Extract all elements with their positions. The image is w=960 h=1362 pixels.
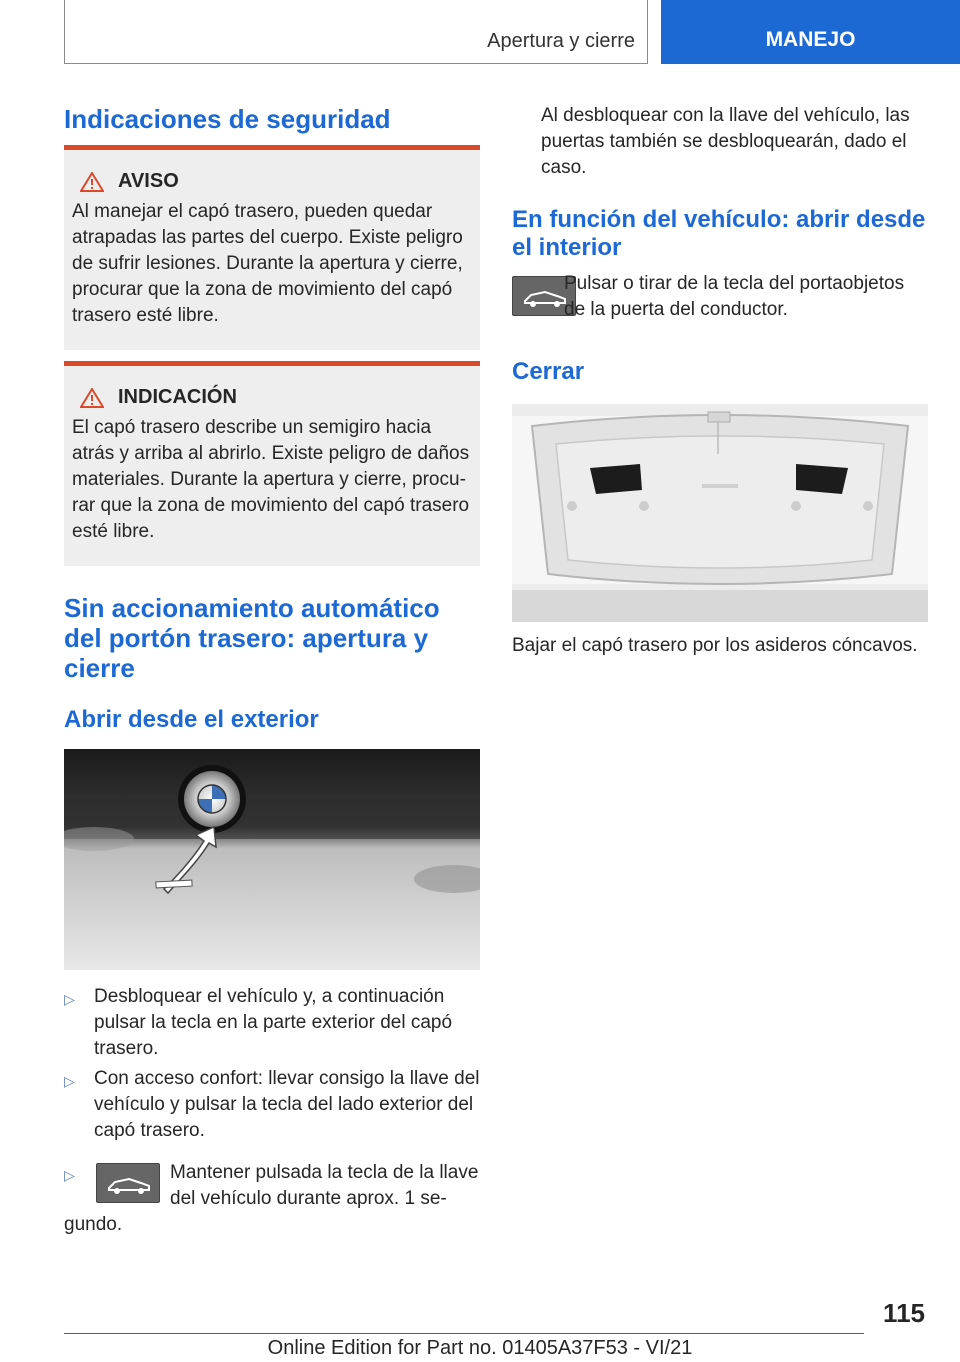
warning-text: Al manejar el capó trasero, pueden quedar atrapadas las partes del cuerpo. Existe peligro de sufrir lesiones. Durante la apertura y cierre, procurar que la zona de movimiento del capó trasero esté libre. <box>72 201 463 326</box>
footer-edition: Online Edition for Part no. 01405A37F53 - VI/21 <box>267 1337 693 1359</box>
list-item <box>64 1066 480 1144</box>
bullet-text: Desbloquear el vehículo y, a continuación pulsar la tecla en la parte exterior del capó trasero. <box>94 986 453 1059</box>
photo-tailgate-exterior <box>64 749 480 970</box>
notice-title: INDICACIÓN <box>118 386 237 408</box>
header-section-title: Apertura y cierre <box>487 30 635 52</box>
key-bullet-text-b: gundo. <box>64 1214 123 1235</box>
page-number: 115 <box>883 1298 925 1328</box>
key-bullet-text-a: Mantener pulsada la tecla de la llave del vehículo durante aprox. 1 se- <box>170 1162 479 1209</box>
bullet-triangle-icon: ▷ <box>64 991 75 1007</box>
unlock-note: Al desbloquear con la llave del vehículo, las puertas también se desbloquearán, dado el caso. <box>541 105 910 178</box>
warning-title: AVISO <box>118 170 179 192</box>
heading-manual-tailgate: Sin accionamiento automático del portón trasero: apertura y cierre <box>64 593 440 683</box>
heading-open-inside: En función del vehículo: abrir desde el interior <box>512 206 926 261</box>
notice-triangle-icon <box>80 388 104 408</box>
heading-safety: Indicaciones de seguridad <box>64 104 391 134</box>
close-caption: Bajar el capó trasero por los asideros cóncavos. <box>512 635 918 656</box>
heading-open-outside: Abrir desde el exterior <box>64 706 319 733</box>
inside-text: Pulsar o tirar de la tecla del portaobjetos de la puerta del conductor. <box>564 273 905 320</box>
key-bullet-body <box>64 1160 480 1238</box>
warning-title-row <box>80 170 472 193</box>
bullet-triangle-icon: ▷ <box>64 1167 75 1183</box>
list-item <box>64 984 480 1062</box>
list-item <box>64 1160 480 1238</box>
warning-box <box>64 145 480 350</box>
notice-text: El capó trasero describe un semigiro hacia atrás y arriba al abrirlo. Existe peligro de daños materiales. Durante la apertura y cierre, procurar que la zona de movimiento del capó trasero esté libre. <box>72 417 470 542</box>
footer-rule <box>64 1333 864 1334</box>
photo-tailgate-interior <box>512 404 928 622</box>
heading-close: Cerrar <box>512 358 585 385</box>
tailgate-key-icon <box>96 1163 160 1203</box>
warning-triangle-icon <box>80 172 104 192</box>
notice-title-row <box>80 386 472 409</box>
bullet-triangle-icon: ▷ <box>64 1073 75 1089</box>
notice-box <box>64 361 480 566</box>
header-chapter-tab: MANEJO <box>661 0 960 64</box>
bullet-text: Con acceso confort: llevar consigo la llave del vehículo y pulsar la tecla del lado exterior del capó trasero. <box>94 1068 480 1141</box>
